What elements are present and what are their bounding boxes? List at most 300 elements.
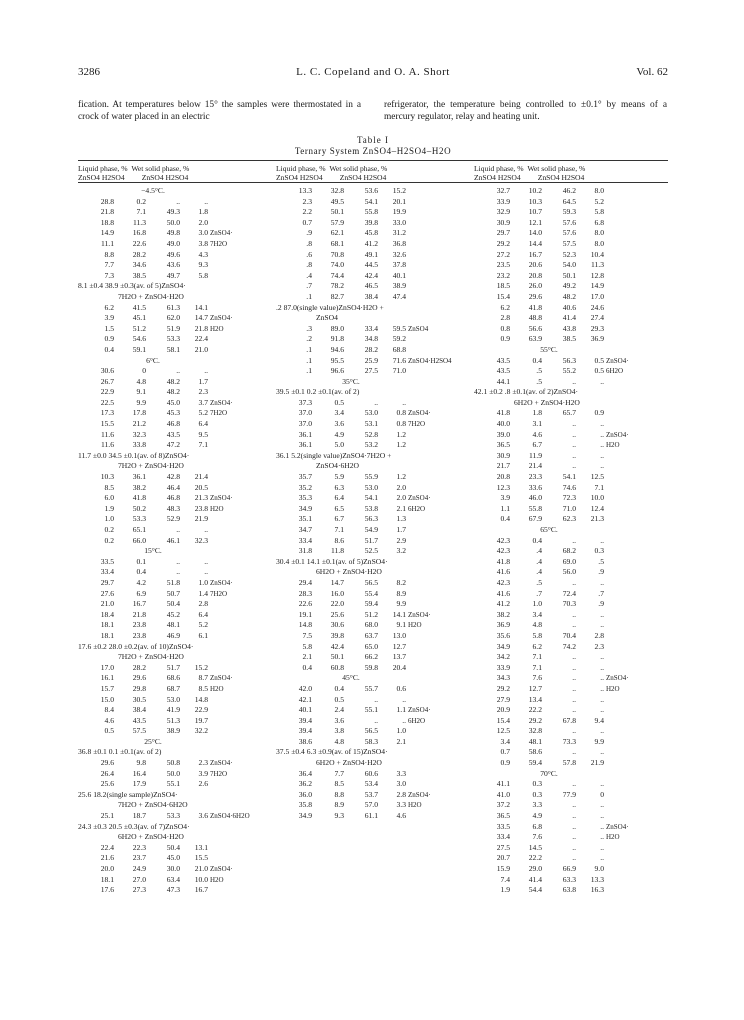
solid-h2so4-cell: 1.3 xyxy=(396,514,406,524)
liquid-znso4-cell: .3 xyxy=(306,323,312,333)
liquid-znso4-cell: 1.0 xyxy=(104,514,114,524)
table-row xyxy=(78,239,268,250)
solid-znso4-cell: 50.0 xyxy=(166,217,180,227)
solid-h2so4-cell: 8.0 xyxy=(594,228,604,238)
table-row xyxy=(78,186,268,197)
invariant-point-phase: 6H2O + ZnSO4·H2O xyxy=(316,567,382,577)
solid-h2so4-cell: 3.7 xyxy=(198,397,208,407)
solid-znso4-cell: 54.0 xyxy=(562,260,576,270)
table-row xyxy=(276,430,466,441)
liquid-znso4-cell: 42.0 xyxy=(298,683,312,693)
liquid-h2so4-cell: 39.8 xyxy=(330,630,344,640)
liquid-h2so4-cell: 96.6 xyxy=(330,366,344,376)
liquid-h2so4-cell: 0.4 xyxy=(334,683,344,693)
table-row xyxy=(276,673,466,684)
liquid-znso4-cell: 39.4 xyxy=(298,715,312,725)
solid-h2so4-cell: .. xyxy=(600,620,604,630)
solid-h2so4-cell: 3.0 xyxy=(198,228,208,238)
liquid-h2so4-cell: 53.3 xyxy=(132,514,146,524)
liquid-h2so4-cell: 55.8 xyxy=(528,503,542,513)
solid-phase-label: ZnSO4· xyxy=(210,494,233,503)
solid-znso4-cell: 53.7 xyxy=(364,789,378,799)
invariant-point-phase: 7H2O + ZnSO4·H2O xyxy=(118,652,184,662)
table-row xyxy=(474,356,668,367)
solid-znso4-cell: 58.3 xyxy=(364,736,378,746)
table-row xyxy=(78,684,268,695)
solid-znso4-cell: 57.6 xyxy=(562,228,576,238)
table-row xyxy=(474,557,668,568)
table-row xyxy=(276,800,466,811)
temperature-heading: −4.5°C. xyxy=(141,186,165,195)
table-row xyxy=(78,716,268,727)
table-row xyxy=(474,345,668,356)
solid-znso4-cell: 40.6 xyxy=(562,302,576,312)
solid-h2so4-cell: 17.0 xyxy=(590,291,604,301)
liquid-h2so4-cell: 16.4 xyxy=(132,768,146,778)
solid-phase-label: H2O xyxy=(606,684,620,693)
intro-left-column: fication. At temperatures below 15° the samples were thermostated in a crock of water placed in an electric xyxy=(78,100,361,122)
table-row xyxy=(474,769,668,780)
liquid-h2so4-cell: 38.5 xyxy=(132,270,146,280)
table-row xyxy=(276,525,466,536)
intro-right-column: refrigerator, the temperature being controlled to ±0.1° by means of a mercury regulator, relay and heating unit. xyxy=(384,100,667,122)
solid-znso4-cell: 53.3 xyxy=(166,811,180,821)
liquid-znso4-cell: 0.9 xyxy=(500,334,510,344)
table-row xyxy=(276,377,466,388)
solid-znso4-cell: 68.2 xyxy=(562,546,576,556)
table-row xyxy=(474,620,668,631)
solid-h2so4-cell: 14.9 xyxy=(590,281,604,291)
table-row xyxy=(474,430,668,441)
solid-znso4-cell: 38.4 xyxy=(364,291,378,301)
solid-znso4-cell: 68.0 xyxy=(364,620,378,630)
solid-znso4-cell: .. xyxy=(572,683,576,693)
liquid-h2so4-cell: 6.4 xyxy=(334,493,344,503)
table-row xyxy=(276,239,466,250)
liquid-h2so4-cell: 13.4 xyxy=(528,694,542,704)
solid-znso4-cell: 54.1 xyxy=(364,196,378,206)
liquid-h2so4-cell: 5.9 xyxy=(334,472,344,482)
temperature-heading: 15°C. xyxy=(144,546,162,556)
solid-h2so4-cell: 0.5 xyxy=(594,355,604,365)
table-row xyxy=(474,853,668,864)
liquid-znso4-cell: 37.3 xyxy=(298,397,312,407)
table-row xyxy=(78,356,268,367)
solid-znso4-cell: 55.1 xyxy=(364,705,378,715)
table-row xyxy=(276,758,466,769)
liquid-znso4-cell: .1 xyxy=(306,366,312,376)
liquid-znso4-cell: 0.9 xyxy=(500,758,510,768)
solid-h2so4-cell: .. xyxy=(600,535,604,545)
table-row xyxy=(474,589,668,600)
liquid-znso4-cell: 12.5 xyxy=(496,726,510,736)
solid-h2so4-cell: .. xyxy=(204,556,208,566)
table-row xyxy=(474,800,668,811)
solid-h2so4-cell: 1.7 xyxy=(396,525,406,534)
table-row xyxy=(78,726,268,737)
liquid-znso4-cell: 25.1 xyxy=(100,811,114,821)
liquid-znso4-cell: 2.3 xyxy=(302,196,312,206)
solid-znso4-cell: 38.9 xyxy=(166,726,180,736)
invariant-point-note: 17.6 ±0.2 28.0 ±0.2(av. of 10)ZnSO4· xyxy=(78,641,194,651)
table-top-rule xyxy=(78,160,668,161)
liquid-h2so4-cell: .4 xyxy=(536,546,542,556)
table-row xyxy=(78,620,268,631)
liquid-znso4-cell: 32.9 xyxy=(496,207,510,217)
liquid-znso4-cell: 35.1 xyxy=(298,514,312,524)
table-column-3 xyxy=(474,186,668,896)
col-header-2: Liquid phase, % Wet solid phase, % ZnSO4 H2SO4 ZnSO4 H2SO4 xyxy=(276,164,388,182)
solid-znso4-cell: 53.1 xyxy=(364,419,378,429)
solid-phase-label: ZnSO4·6H2O xyxy=(210,812,250,821)
liquid-h2so4-cell: 1.8 xyxy=(532,408,542,418)
solid-znso4-cell: .. xyxy=(572,440,576,450)
solid-znso4-cell: 67.8 xyxy=(562,715,576,725)
table-row xyxy=(78,387,268,398)
solid-znso4-cell: 56.3 xyxy=(364,514,378,524)
solid-h2so4-cell: 6.1 xyxy=(198,630,208,640)
liquid-h2so4-cell: 23.8 xyxy=(132,620,146,630)
liquid-h2so4-cell: 0.4 xyxy=(136,567,146,577)
table-row xyxy=(276,620,466,631)
liquid-h2so4-cell: 8.6 xyxy=(334,535,344,545)
solid-h2so4-cell: 1.0 xyxy=(396,726,406,736)
table-row xyxy=(78,334,268,345)
liquid-h2so4-cell: 12.1 xyxy=(528,217,542,227)
solid-znso4-cell: 63.3 xyxy=(562,874,576,884)
liquid-znso4-cell: 14.9 xyxy=(100,228,114,238)
solid-znso4-cell: 71.0 xyxy=(562,503,576,513)
liquid-h2so4-cell: 42.4 xyxy=(330,641,344,651)
solid-znso4-cell: 43.5 xyxy=(166,429,180,439)
solid-phase-label: ZnSO4· xyxy=(210,759,233,768)
liquid-h2so4-cell: 20.8 xyxy=(528,270,542,280)
solid-phase-label: ZnSO4· xyxy=(210,398,233,407)
liquid-znso4-cell: 40.1 xyxy=(298,705,312,715)
solid-znso4-cell: 43.8 xyxy=(562,323,576,333)
solid-h2so4-cell: .. xyxy=(402,397,406,407)
solid-phase-label: H2O xyxy=(408,801,422,810)
solid-h2so4-cell: 21.3 xyxy=(194,493,208,503)
liquid-h2so4-cell: 7.1 xyxy=(136,207,146,217)
liquid-h2so4-cell: 14.4 xyxy=(528,238,542,248)
solid-phase-label: ZnSO4· xyxy=(606,430,629,439)
solid-h2so4-cell: 2.3 xyxy=(198,758,208,768)
liquid-h2so4-cell: 91.8 xyxy=(330,334,344,344)
temperature-heading: 6°C. xyxy=(146,355,160,365)
liquid-znso4-cell: 33.4 xyxy=(298,535,312,545)
liquid-znso4-cell: 33.9 xyxy=(496,662,510,672)
liquid-h2so4-cell: 38.2 xyxy=(132,482,146,492)
liquid-znso4-cell: .6 xyxy=(306,249,312,259)
liquid-znso4-cell: 38.6 xyxy=(298,736,312,746)
table-row xyxy=(78,271,268,282)
solid-znso4-cell: 72.4 xyxy=(562,588,576,598)
solid-phase-label: ZnSO4· xyxy=(210,314,233,323)
liquid-znso4-cell: 6.0 xyxy=(104,493,114,503)
table-row xyxy=(78,218,268,229)
solid-h2so4-cell: 13.0 xyxy=(392,630,406,640)
table-row xyxy=(78,250,268,261)
solid-h2so4-cell: 0 xyxy=(600,789,604,799)
solid-znso4-cell: 44.5 xyxy=(364,260,378,270)
volume-label: Vol. 62 xyxy=(636,66,668,78)
liquid-znso4-cell: 34.9 xyxy=(298,811,312,821)
table-row xyxy=(78,567,268,578)
table-row xyxy=(78,631,268,642)
invariant-point-note: 42.1 ±0.2 .8 ±0.1(av. of 2)ZnSO4· xyxy=(474,387,579,397)
solid-phase-label: ZnSO4· xyxy=(210,674,233,683)
liquid-znso4-cell: 34.7 xyxy=(298,525,312,534)
liquid-h2so4-cell: 36.1 xyxy=(132,472,146,482)
liquid-znso4-cell: 16.1 xyxy=(100,673,114,683)
liquid-h2so4-cell: 9.9 xyxy=(136,397,146,407)
invariant-point-note: 25.6 18.2(single sample)ZnSO4· xyxy=(78,789,178,799)
table-row xyxy=(474,493,668,504)
liquid-h2so4-cell: 54.4 xyxy=(528,885,542,895)
table-row xyxy=(78,779,268,790)
solid-znso4-cell: .. xyxy=(176,556,180,566)
table-row xyxy=(276,408,466,419)
table-row xyxy=(474,504,668,515)
table-row xyxy=(78,514,268,525)
liquid-h2so4-cell: 14.7 xyxy=(330,577,344,587)
table-row xyxy=(276,197,466,208)
liquid-h2so4-cell: 27.0 xyxy=(132,874,146,884)
solid-h2so4-cell: 3.3 xyxy=(396,768,406,778)
solid-h2so4-cell: .. xyxy=(600,853,604,863)
liquid-h2so4-cell: 18.7 xyxy=(132,811,146,821)
table-row xyxy=(474,747,668,758)
solid-znso4-cell: 50.4 xyxy=(166,599,180,609)
table-row xyxy=(474,525,668,536)
liquid-h2so4-cell: 5.0 xyxy=(334,440,344,450)
solid-h2so4-cell: 0.8 xyxy=(396,408,406,418)
liquid-znso4-cell: 14.8 xyxy=(298,620,312,630)
liquid-h2so4-cell: 8.9 xyxy=(334,800,344,810)
liquid-znso4-cell: 39.0 xyxy=(496,429,510,439)
liquid-h2so4-cell: 17.8 xyxy=(132,408,146,418)
solid-znso4-cell: 65.0 xyxy=(364,641,378,651)
liquid-h2so4-cell: .5 xyxy=(536,366,542,376)
liquid-znso4-cell: 7.5 xyxy=(302,630,312,640)
table-row xyxy=(78,313,268,324)
solid-h2so4-cell: 21.3 xyxy=(590,514,604,524)
liquid-h2so4-cell: 4.8 xyxy=(532,620,542,630)
table-row xyxy=(276,218,466,229)
solid-znso4-cell: 62.3 xyxy=(562,514,576,524)
liquid-znso4-cell: 41.8 xyxy=(496,408,510,418)
solid-h2so4-cell: 40.1 xyxy=(392,270,406,280)
solid-h2so4-cell: .. xyxy=(600,652,604,662)
table-row xyxy=(474,610,668,621)
table-row xyxy=(474,260,668,271)
table-row xyxy=(474,779,668,790)
liquid-znso4-cell: 27.5 xyxy=(496,842,510,852)
liquid-znso4-cell: 32.7 xyxy=(496,186,510,195)
liquid-h2so4-cell: 54.6 xyxy=(132,334,146,344)
liquid-h2so4-cell: 3.4 xyxy=(532,609,542,619)
table-row xyxy=(276,716,466,727)
table-row xyxy=(78,864,268,875)
solid-znso4-cell: .. xyxy=(572,652,576,662)
invariant-point-note: .2 87.0(single value)ZnSO4·H2O + xyxy=(276,302,384,312)
liquid-znso4-cell: 15.0 xyxy=(100,694,114,704)
solid-h2so4-cell: 21.8 xyxy=(194,323,208,333)
liquid-h2so4-cell: 23.3 xyxy=(528,472,542,482)
solid-znso4-cell: 72.3 xyxy=(562,493,576,503)
liquid-h2so4-cell: 0.2 xyxy=(136,196,146,206)
solid-znso4-cell: 59.8 xyxy=(364,662,378,672)
solid-h2so4-cell: .. xyxy=(600,662,604,672)
liquid-h2so4-cell: 9.8 xyxy=(136,758,146,768)
solid-znso4-cell: 51.2 xyxy=(364,609,378,619)
liquid-znso4-cell: 8.5 xyxy=(104,482,114,492)
liquid-znso4-cell: 15.4 xyxy=(496,291,510,301)
solid-phase-label: H2O xyxy=(210,875,224,884)
table-row xyxy=(78,303,268,314)
solid-h2so4-cell: 8.9 xyxy=(396,588,406,598)
liquid-znso4-cell: 33.9 xyxy=(496,196,510,206)
liquid-znso4-cell: 41.0 xyxy=(496,789,510,799)
liquid-h2so4-cell: 23.7 xyxy=(132,853,146,863)
solid-h2so4-cell: 20.4 xyxy=(392,662,406,672)
table-row xyxy=(276,514,466,525)
solid-znso4-cell: .. xyxy=(176,525,180,534)
table-row xyxy=(78,430,268,441)
solid-h2so4-cell: 2.6 xyxy=(198,779,208,789)
solid-znso4-cell: 53.2 xyxy=(364,440,378,450)
liquid-znso4-cell: 17.0 xyxy=(100,662,114,672)
liquid-h2so4-cell: 25.6 xyxy=(330,609,344,619)
table-row xyxy=(474,207,668,218)
table-row xyxy=(276,642,466,653)
solid-znso4-cell: .. xyxy=(572,811,576,821)
liquid-h2so4-cell: 41.4 xyxy=(528,874,542,884)
table-row xyxy=(276,610,466,621)
solid-h2so4-cell: 0.6 xyxy=(396,683,406,693)
table-row xyxy=(474,864,668,875)
solid-h2so4-cell: 20.1 xyxy=(392,196,406,206)
table-row xyxy=(78,366,268,377)
liquid-h2so4-cell: 6.7 xyxy=(334,514,344,524)
table-row xyxy=(276,599,466,610)
solid-h2so4-cell: 10.0 xyxy=(194,874,208,884)
liquid-znso4-cell: 33.5 xyxy=(496,821,510,831)
table-row xyxy=(78,504,268,515)
solid-znso4-cell: 66.2 xyxy=(364,652,378,662)
solid-h2so4-cell: 9.3 xyxy=(198,260,208,270)
solid-h2so4-cell: 1.2 xyxy=(396,440,406,450)
invariant-point-note: 30.4 ±0.1 14.1 ±0.1(av. of 5)ZnSO4· xyxy=(276,556,388,566)
solid-h2so4-cell: 8.2 xyxy=(396,577,406,587)
solid-h2so4-cell: 2.3 xyxy=(594,641,604,651)
solid-znso4-cell: 53.6 xyxy=(364,186,378,195)
liquid-h2so4-cell: 78.2 xyxy=(330,281,344,291)
liquid-znso4-cell: 1.5 xyxy=(104,323,114,333)
liquid-znso4-cell: 29.2 xyxy=(496,238,510,248)
solid-h2so4-cell: 12.7 xyxy=(392,641,406,651)
table-row xyxy=(474,885,668,896)
liquid-h2so4-cell: 29.2 xyxy=(528,715,542,725)
table-row xyxy=(276,769,466,780)
table-row xyxy=(78,377,268,388)
solid-h2so4-cell: 2.0 xyxy=(396,493,406,503)
liquid-znso4-cell: 36.1 xyxy=(298,429,312,439)
table-row xyxy=(78,493,268,504)
table-row xyxy=(78,705,268,716)
liquid-h2so4-cell: 16.0 xyxy=(330,588,344,598)
solid-h2so4-cell: .. xyxy=(600,842,604,852)
liquid-h2so4-cell: 12.7 xyxy=(528,683,542,693)
table-row xyxy=(276,419,466,430)
liquid-znso4-cell: 8.4 xyxy=(104,705,114,715)
table-row xyxy=(276,260,466,271)
liquid-h2so4-cell: 0.3 xyxy=(532,789,542,799)
liquid-znso4-cell: 7.3 xyxy=(104,270,114,280)
liquid-h2so4-cell: 6.5 xyxy=(334,503,344,513)
solid-znso4-cell: 48.2 xyxy=(166,387,180,397)
page-header xyxy=(78,66,668,80)
liquid-znso4-cell: 20.0 xyxy=(100,864,114,873)
liquid-znso4-cell: .1 xyxy=(306,291,312,301)
table-row xyxy=(474,377,668,388)
solid-h2so4-cell: 15.2 xyxy=(392,186,406,195)
solid-znso4-cell: .. xyxy=(374,694,378,704)
solid-znso4-cell: 50.4 xyxy=(166,842,180,852)
liquid-znso4-cell: 34.9 xyxy=(496,641,510,651)
solid-phase-label: 7H2O xyxy=(408,420,426,429)
liquid-h2so4-cell: 4.9 xyxy=(334,429,344,439)
solid-znso4-cell: .. xyxy=(572,673,576,683)
solid-znso4-cell: 49.7 xyxy=(166,270,180,280)
liquid-h2so4-cell: 22.6 xyxy=(132,238,146,248)
table-row xyxy=(78,419,268,430)
liquid-znso4-cell: .9 xyxy=(306,228,312,238)
liquid-znso4-cell: 1.9 xyxy=(500,885,510,895)
liquid-znso4-cell: 27.6 xyxy=(100,588,114,598)
liquid-znso4-cell: 36.9 xyxy=(496,620,510,630)
liquid-znso4-cell: 37.2 xyxy=(496,800,510,810)
solid-h2so4-cell: 1.1 xyxy=(396,705,406,715)
liquid-znso4-cell: 28.8 xyxy=(100,196,114,206)
liquid-h2so4-cell: 10.2 xyxy=(528,186,542,195)
liquid-h2so4-cell: 17.9 xyxy=(132,779,146,789)
table-row xyxy=(276,281,466,292)
solid-znso4-cell: 45.2 xyxy=(166,609,180,619)
liquid-h2so4-cell: 57.5 xyxy=(132,726,146,736)
liquid-znso4-cell: 0.9 xyxy=(104,334,114,344)
solid-znso4-cell: 43.6 xyxy=(166,260,180,270)
table-row xyxy=(474,790,668,801)
invariant-point-phase: 6H2O + ZnSO4·H2O xyxy=(316,758,382,768)
solid-phase-label: ZnSO4· xyxy=(210,578,233,587)
liquid-h2so4-cell: 34.6 xyxy=(132,260,146,270)
liquid-h2so4-cell: 2.4 xyxy=(334,705,344,715)
solid-h2so4-cell: .9 xyxy=(598,567,604,577)
invariant-point-phase: ZnSO4·6H2O xyxy=(316,461,360,471)
solid-znso4-cell: 50.0 xyxy=(166,768,180,778)
liquid-znso4-cell: 20.8 xyxy=(496,472,510,482)
solid-phase-label: ZnSO4· xyxy=(408,494,431,503)
solid-h2so4-cell: .. xyxy=(204,567,208,577)
table-row xyxy=(78,800,268,811)
table-row xyxy=(474,599,668,610)
table-row xyxy=(78,875,268,886)
table-row xyxy=(276,440,466,451)
table-row xyxy=(474,366,668,377)
liquid-h2so4-cell: 70.8 xyxy=(330,249,344,259)
